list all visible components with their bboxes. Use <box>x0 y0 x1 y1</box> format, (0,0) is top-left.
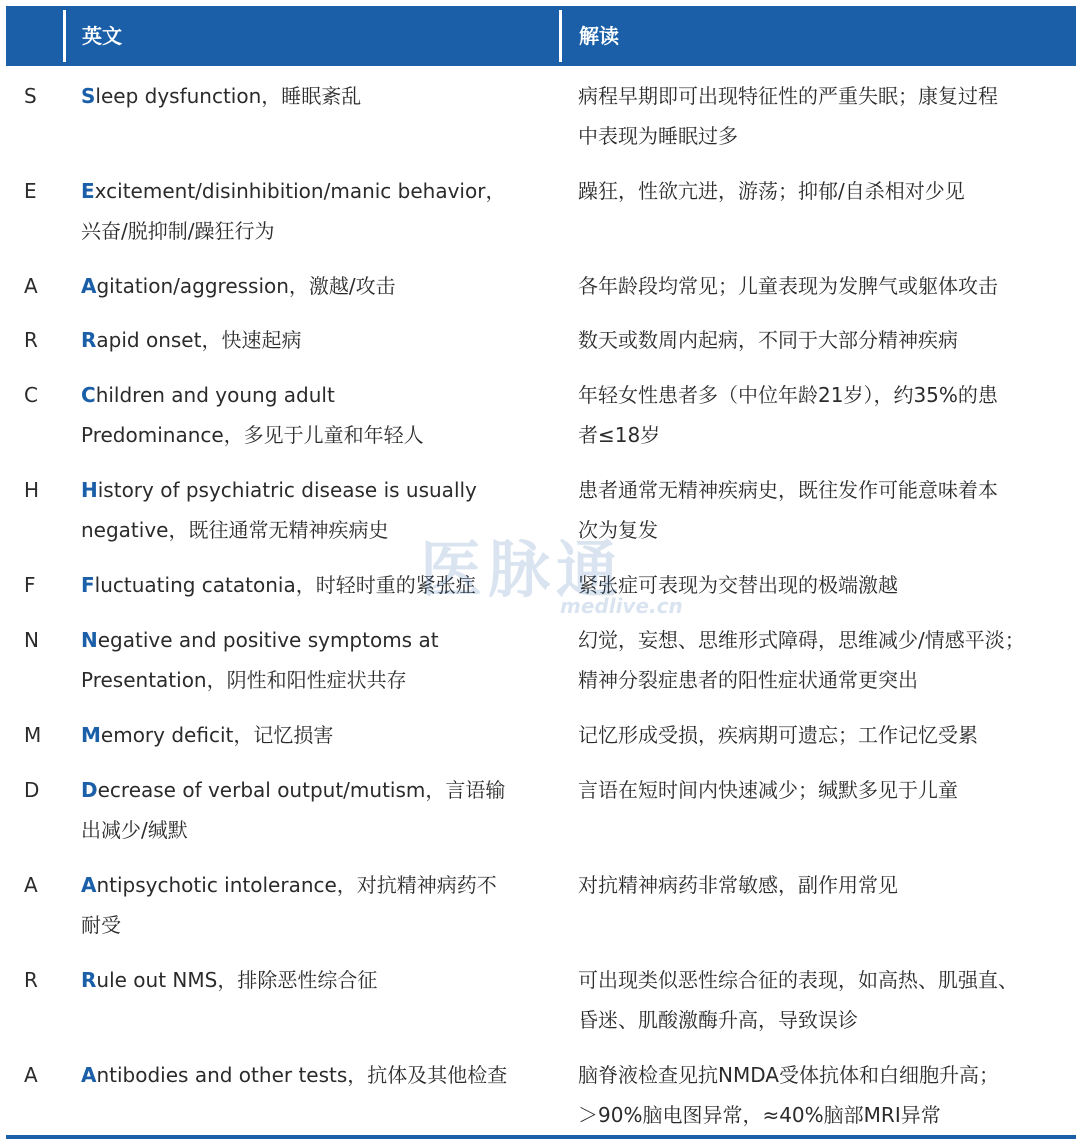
header-divider <box>63 10 66 62</box>
term-text: xcitement/disinhibition/manic behavior， 兴奋/脱抑制/躁狂行为 <box>81 179 506 243</box>
english-term <box>81 76 551 116</box>
term-text: emory deficit，记忆损害 <box>100 723 334 747</box>
english-term <box>81 266 551 306</box>
interpretation: 可出现类似恶性综合征的表现，如高热、肌强直、 昏迷、肌酸激酶升高，导致误诊 <box>578 968 1018 1032</box>
acronym-letter: C <box>81 383 96 407</box>
row-letter: D <box>24 778 40 802</box>
row-letter: R <box>24 328 38 352</box>
english-term <box>81 865 551 945</box>
row-letter: A <box>24 1063 38 1087</box>
row-letter: E <box>24 179 37 203</box>
acronym-letter: N <box>81 628 98 652</box>
acronym-letter: D <box>81 778 98 802</box>
english-term <box>81 960 551 1000</box>
acronym-letter: A <box>81 274 97 298</box>
row-letter: R <box>24 968 38 992</box>
interpretation: 对抗精神病药非常敏感，副作用常见 <box>578 873 898 897</box>
table-header <box>6 6 1076 66</box>
interpretation: 各年龄段均常见；儿童表现为发脾气或躯体攻击 <box>578 274 998 298</box>
acronym-letter: E <box>81 179 95 203</box>
term-text: ule out NMS，排除恶性综合征 <box>96 968 378 992</box>
term-text: luctuating catatonia，时轻时重的紧张症 <box>94 573 476 597</box>
acronym-letter: M <box>81 723 101 747</box>
english-term <box>81 620 551 700</box>
english-term <box>81 565 551 605</box>
header-divider <box>559 10 562 62</box>
acronym-letter: A <box>81 1063 97 1087</box>
term-text: egative and positive symptoms at Presentation，阴性和阳性症状共存 <box>81 628 439 692</box>
row-letter: M <box>24 723 42 747</box>
english-term <box>81 770 551 850</box>
acronym-letter: R <box>81 328 97 352</box>
term-text: istory of psychiatric disease is usually negative，既往通常无精神疾病史 <box>81 478 477 542</box>
interpretation: 记忆形成受损，疾病期可遗忘；工作记忆受累 <box>578 723 978 747</box>
term-text: apid onset，快速起病 <box>96 328 302 352</box>
column-header-interpretation: 解读 <box>579 24 619 48</box>
acronym-letter: A <box>81 873 97 897</box>
english-term <box>81 320 551 360</box>
watermark-logo-text: 医脉通 <box>420 533 625 606</box>
acronym-letter: R <box>81 968 97 992</box>
row-letter: A <box>24 274 38 298</box>
english-term <box>81 715 551 755</box>
interpretation: 幻觉，妄想、思维形式障碍，思维减少/情感平淡； 精神分裂症患者的阳性症状通常更突出 <box>578 628 1025 692</box>
interpretation: 紧张症可表现为交替出现的极端激越 <box>578 573 898 597</box>
row-letter: H <box>24 478 40 502</box>
interpretation: 言语在短时间内快速减少；缄默多见于儿童 <box>578 778 958 802</box>
table-bottom-rule <box>6 1135 1076 1139</box>
interpretation: 病程早期即可出现特征性的严重失眠；康复过程 中表现为睡眠过多 <box>578 84 998 148</box>
watermark-url: medlive.cn <box>560 594 683 618</box>
row-letter: F <box>24 573 36 597</box>
term-text: leep dysfunction，睡眠紊乱 <box>95 84 362 108</box>
term-text: ntipsychotic intolerance，对抗精神病药不 耐受 <box>81 873 497 937</box>
row-letter: N <box>24 628 39 652</box>
english-term <box>81 1055 551 1095</box>
acronym-letter: S <box>81 84 96 108</box>
interpretation: 患者通常无精神疾病史，既往发作可能意味着本 次为复发 <box>578 478 998 542</box>
term-text: hildren and young adult Predominance，多见于儿童和年轻人 <box>81 383 424 447</box>
acronym-letter: F <box>81 573 95 597</box>
row-letter: S <box>24 84 37 108</box>
term-text: ntibodies and other tests，抗体及其他检查 <box>96 1063 508 1087</box>
english-term <box>81 470 551 550</box>
acronym-letter: H <box>81 478 98 502</box>
term-text: gitation/aggression，激越/攻击 <box>96 274 396 298</box>
interpretation: 数天或数周内起病，不同于大部分精神疾病 <box>578 328 958 352</box>
interpretation: 年轻女性患者多（中位年龄21岁），约35%的患 者≤18岁 <box>578 383 998 447</box>
row-letter: C <box>24 383 38 407</box>
interpretation: 躁狂，性欲亢进，游荡；抑郁/自杀相对少见 <box>578 179 965 203</box>
row-letter: A <box>24 873 38 897</box>
term-text: ecrease of verbal output/mutism，言语输 出减少/缄默 <box>81 778 506 842</box>
column-header-english: 英文 <box>82 24 122 48</box>
english-term <box>81 171 551 251</box>
interpretation: 脑脊液检查见抗NMDA受体抗体和白细胞升高； ＞90%脑电图异常，≈40%脑部MRI异常 <box>578 1063 999 1127</box>
english-term <box>81 375 551 455</box>
